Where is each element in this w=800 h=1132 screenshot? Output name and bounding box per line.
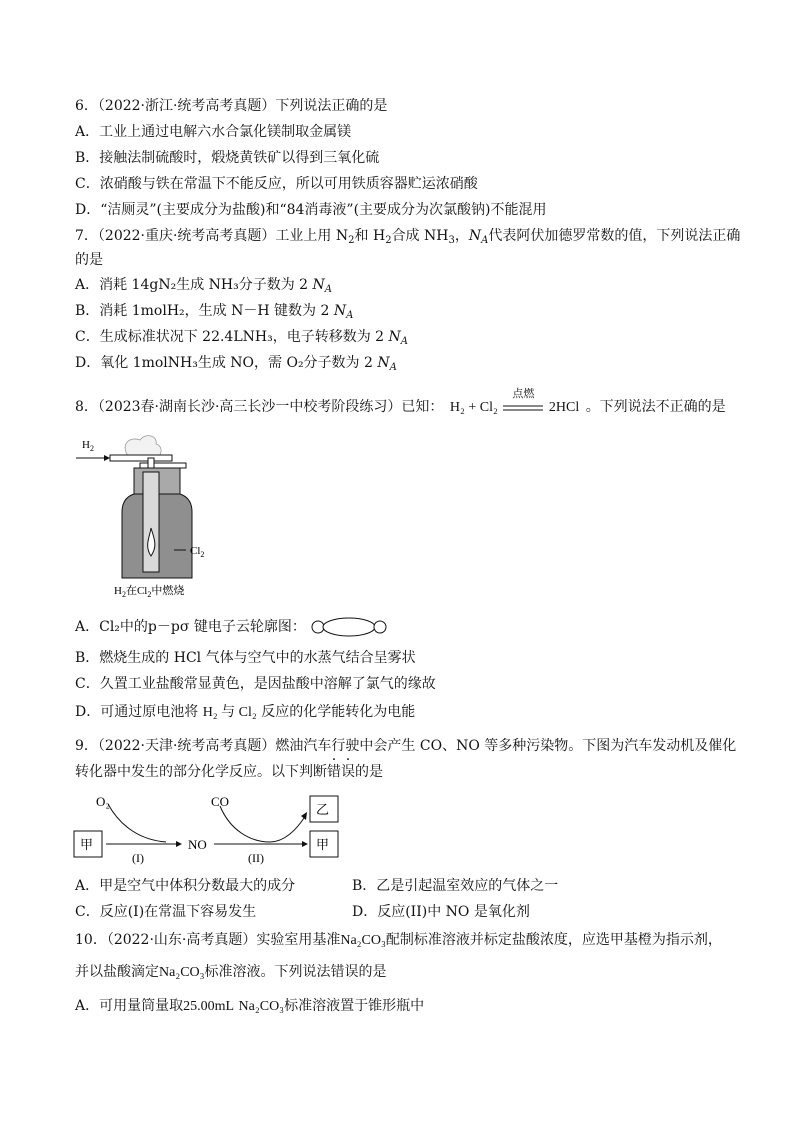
- q6-option-c: C．浓硝酸与铁在常温下不能反应，所以可用铁质容器贮运浓硝酸: [75, 176, 478, 192]
- figure-caption: $H_2$在$Cl_2$中燃烧: [114, 585, 185, 599]
- h2-label: $H_2$: [82, 439, 94, 453]
- q6-option-d: D．“洁厕灵”(主要成分为盐酸)和“84消毒液”(主要成分为次氯酸钠)不能混用: [75, 202, 547, 218]
- q7-option-b: B．消耗 1molH₂，生成 N－H 键数为 2 $N_A$: [75, 303, 354, 321]
- p-p-sigma-orbital-icon: [310, 616, 388, 638]
- q7-stem: 7．（2022·重庆·统考高考真题）工业上用 $N_2$和 $H_2$合成 $NH_3$，$N_A$代表阿伏加德罗常数的值，下列说法正确: [75, 228, 741, 246]
- q10-stem-cont: 并以盐酸滴定Na₂CO₃标准溶液。下列说法错误的是: [75, 964, 387, 980]
- co-label: CO: [211, 794, 230, 809]
- reaction-equation: H₂ + Cl₂ 点燃 2HCl: [449, 388, 580, 415]
- reaction-i-label: (I): [132, 851, 144, 865]
- q10-option-a: A．可用量筒量取25.00mL Na₂CO₃标准溶液置于锥形瓶中: [75, 998, 425, 1014]
- q9-stem-cont: 转化器中发生的部分化学反应。以下判断错误的是: [75, 764, 383, 780]
- q6-stem: 6．（2022·浙江·统考高考真题）下列说法正确的是: [75, 98, 388, 114]
- o2-label: O₂: [96, 794, 110, 809]
- jia-label-right: 甲: [316, 837, 330, 852]
- reaction-ii-label: (II): [248, 851, 264, 865]
- q9-option-c: C．反应(I)在常温下容易发生: [75, 904, 257, 920]
- h2-cl2-apparatus-figure: [70, 432, 230, 602]
- q9-reaction-diagram: [70, 786, 370, 866]
- jia-label-left: 甲: [80, 837, 94, 852]
- q8-option-b: B．燃烧生成的 HCl 气体与空气中的水蒸气结合呈雾状: [75, 650, 416, 666]
- no-label: NO: [188, 837, 207, 852]
- yi-label: 乙: [316, 802, 330, 817]
- q10-stem: 10．（2022·山东·高考真题）实验室用基准Na₂CO₃配制标准溶液并标定盐酸浓度，应选甲基橙为指示剂，: [75, 932, 722, 948]
- q9-option-a: A．甲是空气中体积分数最大的成分: [75, 878, 296, 894]
- equals-sign: [501, 404, 545, 412]
- q9-option-d: D．反应(II)中 NO 是氧化剂: [352, 904, 530, 920]
- q7-option-d: D．氧化 1molNH₃生成 NO，需 O₂分子数为 2 $N_A$: [75, 355, 397, 373]
- q7-stem-cont: 的是: [75, 252, 103, 268]
- q8-stem: 8．（2023春·湖南长沙·高三长沙一中校考阶段练习）已知： H₂ + Cl₂ 点燃 2HCl 。下列说法不正确的是: [75, 397, 726, 418]
- q8-option-d: D．可通过原电池将 H₂ 与 Cl₂ 反应的化学能转化为电能: [75, 704, 416, 720]
- q9-option-b: B．乙是引起温室效应的气体之一: [352, 878, 559, 894]
- q6-option-a: A．工业上通过电解六水合氯化镁制取金属镁: [75, 124, 352, 140]
- q9-stem: 9．（2022·天津·统考高考真题）燃油汽车行驶中会产生 CO、NO 等多种污染物。下图为汽车发动机及催化: [75, 738, 737, 754]
- q8-option-a: A．Cl₂中的p－pσ 键电子云轮廓图：: [75, 616, 388, 638]
- q8-option-c: C．久置工业盐酸常显黄色，是因盐酸中溶解了氯气的缘故: [75, 676, 436, 692]
- q7-option-c: C．生成标准状况下 22.4LNH₃，电子转移数为 2 $N_A$: [75, 329, 408, 347]
- q7-option-a: A．消耗 14gN₂生成 NH₃分子数为 2 $N_A$: [75, 277, 333, 295]
- cl2-label: $Cl_2$: [190, 545, 205, 559]
- q6-option-b: B．接触法制硫酸时，煅烧黄铁矿以得到三氧化硫: [75, 150, 380, 166]
